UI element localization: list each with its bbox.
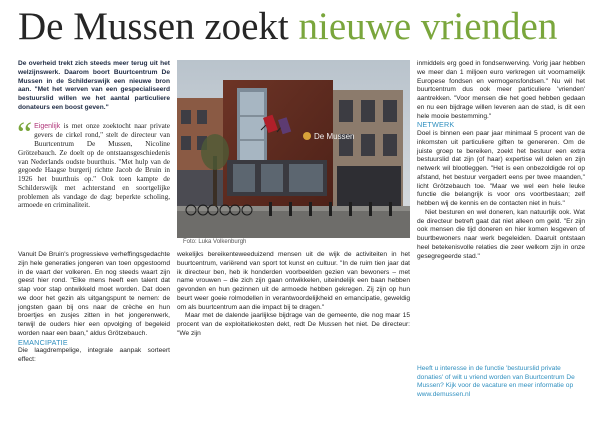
quote-lead-word: Eigenlijk xyxy=(34,122,61,130)
building-photo xyxy=(177,60,410,238)
building-sign: De Mussen xyxy=(314,132,355,141)
quote-text: is met onze zoektocht naar private gevers de cirkel rond," stelt de directeur van Buurtcentrum De Mussen, Nicoline Grötzebauch. Ze doelt op de ontstaansgeschiedenis van Nederlands oudste buurthuis. "Met hulp van de gegoede Haagse burgerij richtte Jacob de Bruin in 1926 het buurthuis op." Ook toen kampte de Schilderswijk met achterstand en soortgelijke problemen als vandage de dag: beperkte scholing, armoede en criminaliteit. xyxy=(18,121,170,210)
column-1-lower xyxy=(18,251,170,365)
col3-paragraph-1: inmiddels erg goed in fondsenwerving. Vorig jaar hebben we meer dan 1 miljoen euro verkregen uit voornamelijk Europese fondsen en vermogensfondsen." Nu wil het buurtcentrum dus ook meer particuliere 'vrienden' aantrekken. "Voor mensen die het goed hebben gedaan en nu een bijdrage willen leveren aan de stad, is dit een hele mooie bestemming." xyxy=(417,60,585,120)
column-1-upper xyxy=(18,60,170,210)
column-3 xyxy=(417,60,585,261)
callout-text: Heeft u interesse in de functie 'bestuurslid private donaties' of wilt u vriend worden van Buurtcentrum De Mussen? Kijk voor de vacature en meer informatie op xyxy=(417,365,575,390)
quote-mark-icon: “ xyxy=(17,115,33,153)
photo-caption: Foto: Luka Volkenburgh xyxy=(183,239,247,245)
col2-paragraph-1: wekelijks bereikenteweeduizend mensen uit de wijk de activiteiten in het buurtcentrum, variërend van sport tot kunst en cultuur. "In de ruim tien jaar dat ik directeur ben, heb ik honderden voorbeelden gezien van bewoners – met name vrouwen – die zich zijn gaan ontwikkelen, uiteindelijk een baan hebben gevonden en hun gezinnen uit de armoede hebben gekregen. Zij zijn op hun beurt weer goeie rolmodellen in verantwoordelijkheid en emancipatie, geweldig om als buurtcentrum aan die impact bij te dragen." xyxy=(177,251,410,311)
opening-quote xyxy=(17,115,170,211)
column-2-lower xyxy=(177,251,410,339)
section-heading-emancipatie: EMANCIPATIE xyxy=(18,337,68,347)
col2-paragraph-2: Maar met de dalende jaarlijkse bijdrage van de gemeente, die nog maar 15 procent van de exploitatiekosten dekt, redt De Mussen het niet. De directeur: "We zijn xyxy=(177,312,410,337)
website-link[interactable]: www.demussen.nl xyxy=(417,390,471,398)
col1-end-paragraph: Die laagdrempelige, integrale aanpak sorteert effect: xyxy=(18,347,170,363)
info-callout xyxy=(417,365,585,399)
headline-part-1: De Mussen zoekt xyxy=(18,5,289,48)
headline-part-2: nieuwe vrienden xyxy=(298,5,558,48)
col3-netwerk-paragraph-1: Doel is binnen een paar jaar minimaal 5 procent van de inkomsten uit particuliere giften te genereren. Om de juiste groep te bereiken, zoekt het bestuur een extra bestuurslid dat zijn (of haar) expertise wil delen en zijn netwerk wil blootleggen. "Het is een onbezoldigde rol op afstand, het bestuur vergadert eens per twee maanden," licht Grötzebauch toe. "Maar we wel een hele leuke functie die belangrijk is voor ons voortbestaan; zelf hebben wij de kennis en de contacten niet in huis." xyxy=(417,130,585,207)
section-heading-netwerk: NETWERK xyxy=(417,120,455,130)
col1-paragraph: Vanuit De Bruin's progressieve verheffingsgedachte zijn hele generaties jongeren van toen opgestoomd in de vaart der volkeren. En nog steeds waart zijn geest hier rond. "Elke mens heeft een talent dat stap voor stap ontwikkeld moet worden. Dat doen we door het gezin als uitgangspunt te nemen: de jongsten gaan bij ons naar de crèche en hun broertjes en zusjes zitten in het jongerenwerk, terwijl de ouders hier een opvolging of begeleid worden naar een baan," aldus Grötzebauch. xyxy=(18,251,170,337)
intro-paragraph: De overheid trekt zich steeds meer terug uit het welzijnswerk. Daarom boort Buurtcentrum De Mussen in de Schilderswijk een nieuwe bron aan. "Met het werven van een gespecialiseerd bestuurslid willen we het aantal particuliere donateurs een boost geven." xyxy=(18,60,170,111)
col3-netwerk-paragraph-2: Niet besturen en wel doneren, kan natuurlijk ook. Wat de directeur betreft gaat dat niet alleen om geld. "Er zijn ook mensen die tijd doneren en hier komen lesgeven of buurtbewoners naar werk begeleiden. Daaruit ontstaan heel betekenisvolle relaties die zeer welkom zijn in onze gesegregeerde stad." xyxy=(417,208,585,260)
headline xyxy=(18,4,588,50)
